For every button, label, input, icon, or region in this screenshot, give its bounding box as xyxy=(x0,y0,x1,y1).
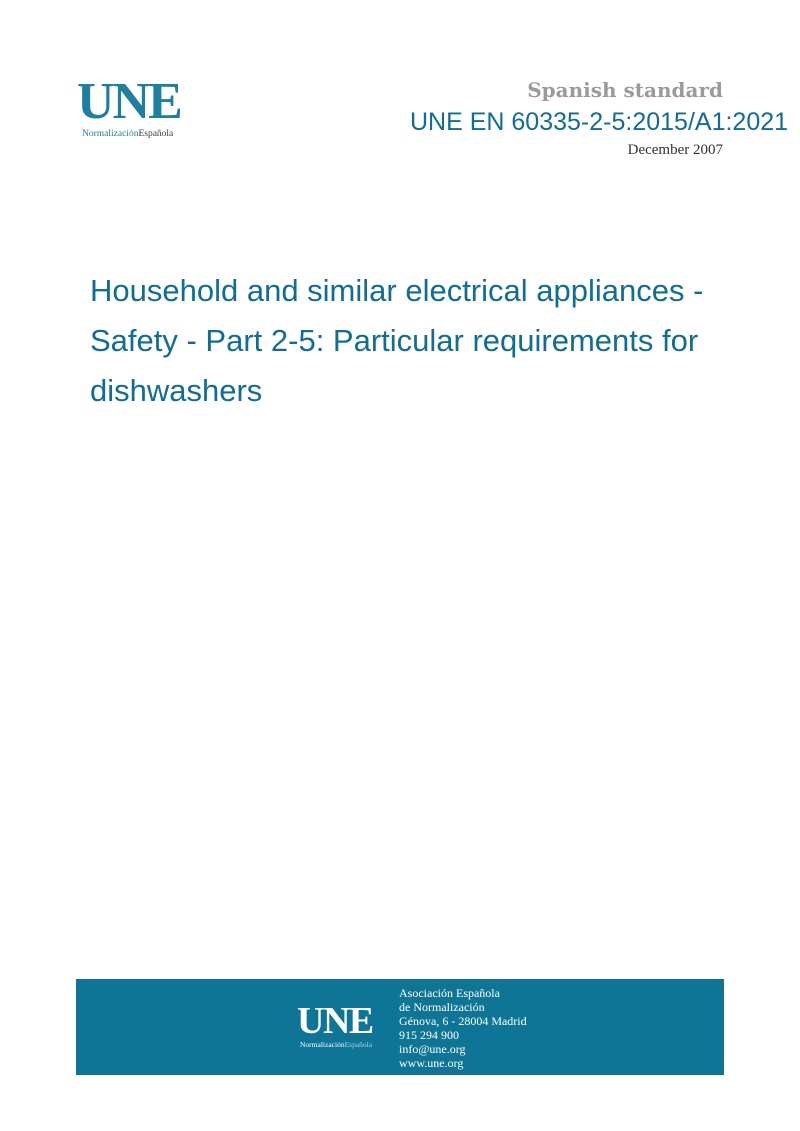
footer-logo-mark: UNE xyxy=(297,1000,373,1042)
footer-banner xyxy=(76,979,724,1075)
footer-contact-info xyxy=(399,986,527,1070)
footer-logo-subtitle-part2: Española xyxy=(344,1040,373,1049)
org-phone: 915 294 900 xyxy=(399,1028,459,1042)
standard-date: December 2007 xyxy=(627,142,723,158)
footer-logo-subtitle xyxy=(300,1040,372,1049)
logo-mark: UNE xyxy=(77,73,181,130)
footer-une-logo xyxy=(297,1002,387,1052)
org-name-line1: Asociación Española xyxy=(399,986,500,1000)
org-email[interactable]: info@une.org xyxy=(399,1042,466,1056)
document-title: Household and similar electrical appliances - Safety - Part 2-5: Particular requirements for dishwashers xyxy=(90,273,704,408)
logo-subtitle-part1: Normalización xyxy=(82,129,139,139)
logo-subtitle-part2: Española xyxy=(138,129,174,139)
standard-code: UNE EN 60335-2-5:2015/A1:2021 xyxy=(410,108,789,136)
standard-type: Spanish standard xyxy=(527,78,723,102)
org-website[interactable]: www.une.org xyxy=(399,1056,464,1070)
logo-subtitle xyxy=(82,129,173,139)
org-name-line2: de Normalización xyxy=(399,1000,485,1014)
org-address: Génova, 6 - 28004 Madrid xyxy=(399,1014,527,1028)
une-logo xyxy=(77,73,217,146)
footer-logo-subtitle-part1: Normalización xyxy=(300,1040,345,1049)
